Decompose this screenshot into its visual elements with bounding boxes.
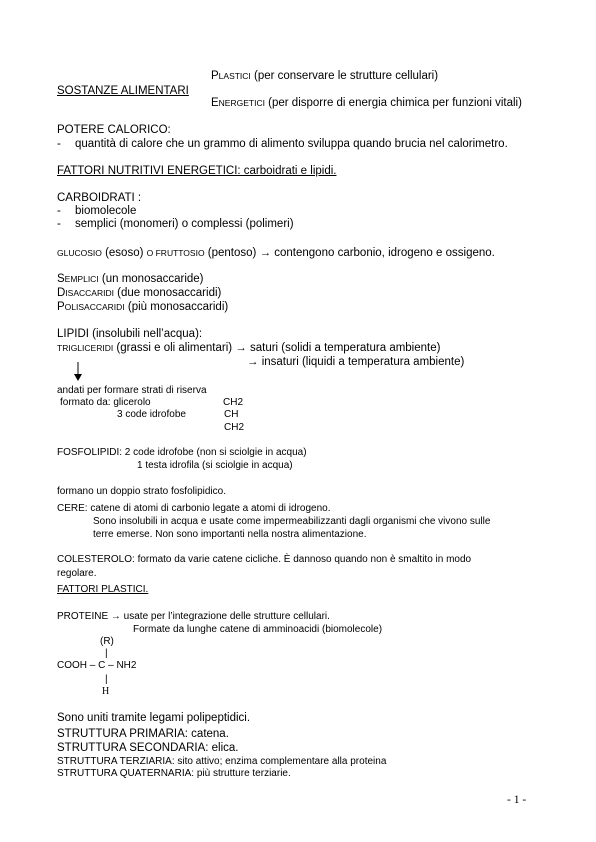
colesterolo-line-1: COLESTEROLO: formato da varie catene cicliche. È dannoso quando non è smaltito in modo — [57, 554, 472, 565]
carboidrati-title: CARBOIDRATI : — [57, 192, 142, 204]
proteine-line: PROTEINE → usate per l’integrazione delle strutture cellulari. — [57, 611, 330, 622]
cere-line-1: CERE: catene di atomi di carbonio legate a atomi di idrogeno. — [57, 503, 331, 514]
trigliceridi-line: TRIGLICERIDI (grassi e oli alimentari) → saturi (solidi a temperatura ambiente) — [57, 342, 441, 354]
arrow-right-icon: → — [247, 356, 259, 368]
colesterolo-line-2: regolare. — [57, 568, 97, 579]
carboidrati-bullet-2: - — [57, 218, 61, 230]
riserva-line: andati per formare strati di riserva — [57, 385, 207, 396]
cere-line-3: terre emerse. Non sono importanti nella nostra alimentazione. — [93, 529, 367, 540]
formula-bar-top: | — [105, 648, 108, 659]
struttura-secondaria: STRUTTURA SECONDARIA: elica. — [57, 742, 239, 754]
fosfolipidi-line-2: 1 testa idrofila (si sciolgie in acqua) — [137, 460, 293, 471]
proteine-line-2: Formate da lunghe catene di amminoacidi (biomolecole) — [133, 624, 383, 635]
formato-line: formato da: glicerolo — [60, 397, 151, 408]
section-title-plastici: FATTORI PLASTICI. — [57, 584, 149, 595]
strutture-intro: Sono uniti tramite legami polipeptidici. — [57, 712, 251, 724]
fosfolipidi-line-3: formano un doppio strato fosfolipidico. — [57, 486, 226, 497]
page-number: - 1 - — [507, 794, 527, 806]
potere-title: POTERE CALORICO: — [57, 124, 171, 136]
fosfolipidi-line-1: FOSFOLIPIDI: 2 code idrofobe (non si sciolgie in acqua) — [57, 447, 307, 458]
arrow-right-icon: → — [110, 611, 121, 622]
formula-main: COOH – C – NH2 — [57, 660, 137, 671]
insaturi-line: → insaturi (liquidi a temperatura ambiente) — [247, 356, 465, 368]
carboidrati-bullet-1: - — [57, 205, 61, 217]
saccaride-disaccaridi: DISACCARIDI (due monosaccaridi) — [57, 287, 222, 299]
ch2-last: CH2 — [224, 422, 245, 433]
struttura-terziaria: STRUTTURA TERZIARIA: sito attivo; enzima complementare alla proteina — [57, 756, 387, 767]
section-title-energetici: FATTORI NUTRITIVI ENERGETICI: carboidrati e lipidi. — [57, 165, 337, 177]
energetici-line: ENERGETICI (per disporre di energia chimica per funzioni vitali) — [211, 97, 522, 109]
lipidi-title: LIPIDI (insolubili nell’acqua): — [57, 328, 203, 340]
code-line: 3 code idrofobe — [117, 409, 186, 420]
saccaride-polisaccaridi: POLISACCARIDI (più monosaccaridi) — [57, 301, 229, 313]
plastici-line: PLASTICI (per conservare le strutture cellulari) — [211, 70, 439, 82]
struttura-primaria: STRUTTURA PRIMARIA: catena. — [57, 728, 229, 740]
cere-line-2: Sono insolubili in acqua e usate come impermeabilizzanti dagli organismi che vivono sulle — [93, 516, 491, 527]
saccaride-semplici: SEMPLICI (un monosaccaride) — [57, 273, 204, 285]
ch-middle: CH — [224, 409, 239, 420]
ch2-first: CH2 — [223, 397, 244, 408]
section-title-sostanze: SOSTANZE ALIMENTARI — [57, 85, 189, 97]
potere-bullet: - — [57, 138, 61, 150]
arrow-right-icon: → — [235, 342, 247, 354]
potere-desc: quantità di calore che un grammo di alimento sviluppa quando brucia nel calorimetro. — [75, 138, 508, 150]
carboidrati-item-2: semplici (monomeri) o complessi (polimeri) — [75, 218, 294, 230]
struttura-quaternaria: STRUTTURA QUATERNARIA: più strutture terziarie. — [57, 768, 291, 779]
formula-r: (R) — [100, 636, 114, 647]
formula-h: H — [102, 686, 110, 697]
arrow-right-icon: → — [259, 247, 272, 259]
arrow-down-icon — [73, 362, 83, 382]
formula-bar-bottom: | — [105, 674, 108, 685]
glucosio-line: GLUCOSIO (esoso) O FRUTTOSIO (pentoso) → contengono carbonio, idrogeno e ossigeno. — [57, 247, 495, 259]
carboidrati-item-1: biomolecole — [75, 205, 137, 217]
